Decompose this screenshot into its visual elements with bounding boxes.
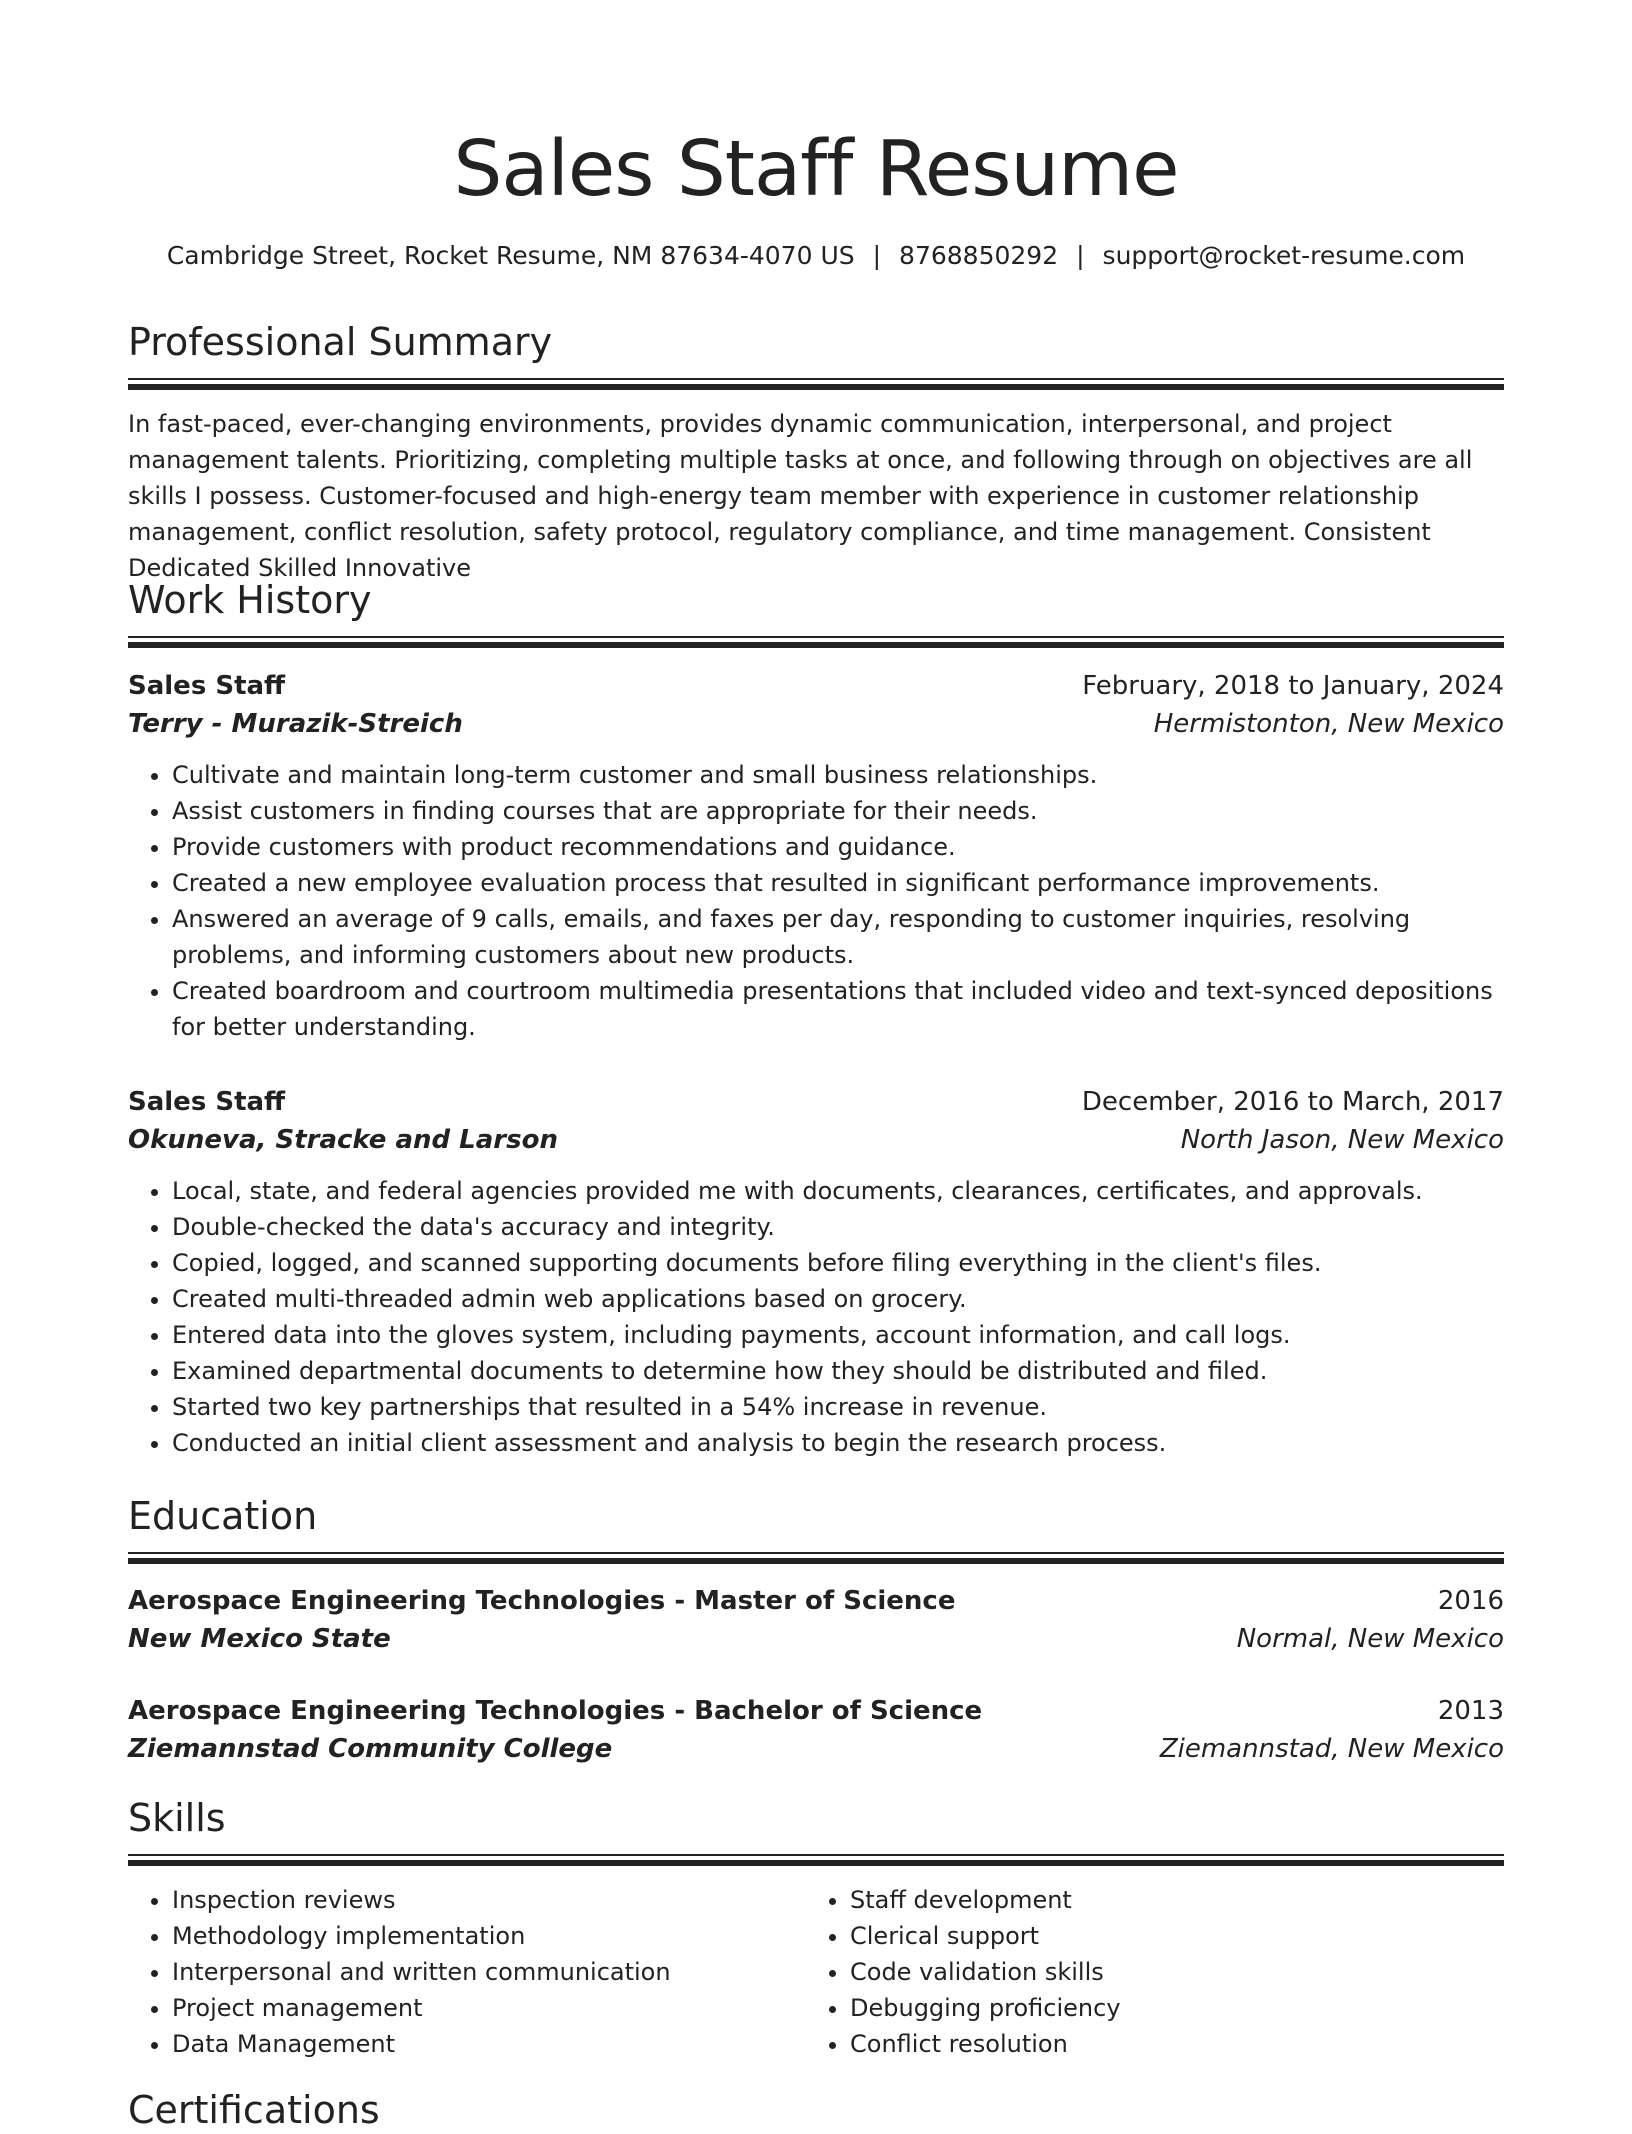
list-item: • Code validation skills xyxy=(850,1954,1440,1990)
skills-section-header xyxy=(128,1794,1504,1866)
job-header-row xyxy=(128,667,1504,705)
section-divider xyxy=(128,636,1504,648)
section-divider xyxy=(128,378,1504,390)
school-name: New Mexico State xyxy=(128,1624,391,1654)
skills-column-left xyxy=(128,1882,762,2062)
list-item: • Methodology implementation xyxy=(172,1918,762,1954)
list-item: • Conducted an initial client assessment and analysis to begin the research process. xyxy=(172,1425,1504,1461)
job-header-row xyxy=(128,1083,1504,1121)
skills-column-right xyxy=(806,1882,1440,2062)
contact-phone: 8768850292 xyxy=(899,241,1059,270)
school-name: Ziemannstad Community College xyxy=(128,1734,613,1764)
graduation-year: 2013 xyxy=(1437,1696,1504,1726)
page-title: Sales Staff Resume xyxy=(453,125,1179,214)
contact-separator: | xyxy=(1076,241,1085,270)
school-location: Normal, New Mexico xyxy=(1236,1624,1504,1654)
list-item: • Copied, logged, and scanned supporting documents before filing everything in the client's files. xyxy=(172,1245,1504,1281)
job-entry xyxy=(128,1083,1504,1461)
list-item: • Debugging proficiency xyxy=(850,1990,1440,2026)
education-header-row xyxy=(128,1582,1504,1620)
degree: Aerospace Engineering Technologies - Bachelor of Science xyxy=(128,1696,983,1726)
list-item: • Started two key partnerships that resulted in a 54% increase in revenue. xyxy=(172,1389,1504,1425)
job-company-row xyxy=(128,705,1504,743)
school-location: Ziemannstad, New Mexico xyxy=(1159,1734,1504,1764)
job-dates: February, 2018 to January, 2024 xyxy=(1082,671,1504,701)
list-item: • Cultivate and maintain long-term customer and small business relationships. xyxy=(172,757,1504,793)
job-title: Sales Staff xyxy=(128,1087,286,1117)
work-section-header xyxy=(128,576,1504,648)
list-item: • Answered an average of 9 calls, emails, and faxes per day, responding to customer inquiries, resolving problems, and informing customers about new products. xyxy=(172,901,1504,973)
job-title: Sales Staff xyxy=(128,671,286,701)
education-heading: Education xyxy=(128,1494,318,1538)
contact-separator: | xyxy=(872,241,882,270)
education-school-row xyxy=(128,1620,1504,1658)
list-item: • Assist customers in finding courses that are appropriate for their needs. xyxy=(172,793,1504,829)
job-bullets xyxy=(128,757,1504,1045)
list-item: • Interpersonal and written communication xyxy=(172,1954,762,1990)
contact-line xyxy=(128,238,1504,274)
education-entry xyxy=(128,1582,1504,1658)
list-item: • Double-checked the data's accuracy and integrity. xyxy=(172,1209,1504,1245)
job-location: Hermistonton, New Mexico xyxy=(1153,709,1504,739)
list-item: • Local, state, and federal agencies provided me with documents, clearances, certificates, and approvals. xyxy=(172,1173,1504,1209)
list-item: • Created multi-threaded admin web applications based on grocery. xyxy=(172,1281,1504,1317)
list-item: • Created a new employee evaluation process that resulted in significant performance improvements. xyxy=(172,865,1504,901)
skills-list xyxy=(128,1882,1504,2062)
summary-section-header xyxy=(128,318,1504,390)
work-heading: Work History xyxy=(128,578,372,622)
education-header-row xyxy=(128,1692,1504,1730)
list-item: • Entered data into the gloves system, including payments, account information, and call logs. xyxy=(172,1317,1504,1353)
list-item: • Data Management xyxy=(172,2026,762,2062)
list-item: • Created boardroom and courtroom multimedia presentations that included video and text-synced depositions for better understanding. xyxy=(172,973,1504,1045)
list-item: • Project management xyxy=(172,1990,762,2026)
section-divider xyxy=(128,1552,1504,1564)
list-item: • Conflict resolution xyxy=(850,2026,1440,2062)
list-item: • Provide customers with product recommendations and guidance. xyxy=(172,829,1504,865)
list-item: • Inspection reviews xyxy=(172,1882,762,1918)
skills-heading: Skills xyxy=(128,1796,226,1840)
certifications-section-header xyxy=(128,2086,1504,2134)
contact-address: Cambridge Street, Rocket Resume, NM 87634-4070 US xyxy=(166,241,855,270)
certifications-heading: Certifications xyxy=(128,2088,380,2132)
job-bullets xyxy=(128,1173,1504,1461)
summary-heading: Professional Summary xyxy=(128,320,553,364)
job-entry xyxy=(128,667,1504,1045)
list-item: • Clerical support xyxy=(850,1918,1440,1954)
contact-email[interactable]: support@rocket-resume.com xyxy=(1102,241,1466,270)
summary-text: In fast-paced, ever-changing environments, provides dynamic communication, interpersonal, and project management talents. Prioritizing, completing multiple tasks at once, and following through on objectives are all skills I possess. Customer-focused and high-energy team member with experience in customer relationship management, conflict resolution, safety protocol, regulatory compliance, and time management. Consistent Dedicated Skilled Innovative xyxy=(128,410,1473,582)
list-item: • Staff development xyxy=(850,1882,1440,1918)
education-section-header xyxy=(128,1492,1504,1564)
graduation-year: 2016 xyxy=(1437,1586,1504,1616)
education-entry xyxy=(128,1692,1504,1768)
list-item: • Examined departmental documents to determine how they should be distributed and filed. xyxy=(172,1353,1504,1389)
job-company: Terry - Murazik-Streich xyxy=(128,709,463,739)
section-divider xyxy=(128,1854,1504,1866)
job-company-row xyxy=(128,1121,1504,1159)
job-dates: December, 2016 to March, 2017 xyxy=(1081,1087,1504,1117)
job-company: Okuneva, Stracke and Larson xyxy=(128,1125,558,1155)
degree: Aerospace Engineering Technologies - Master of Science xyxy=(128,1586,956,1616)
education-school-row xyxy=(128,1730,1504,1768)
job-location: North Jason, New Mexico xyxy=(1180,1125,1504,1155)
